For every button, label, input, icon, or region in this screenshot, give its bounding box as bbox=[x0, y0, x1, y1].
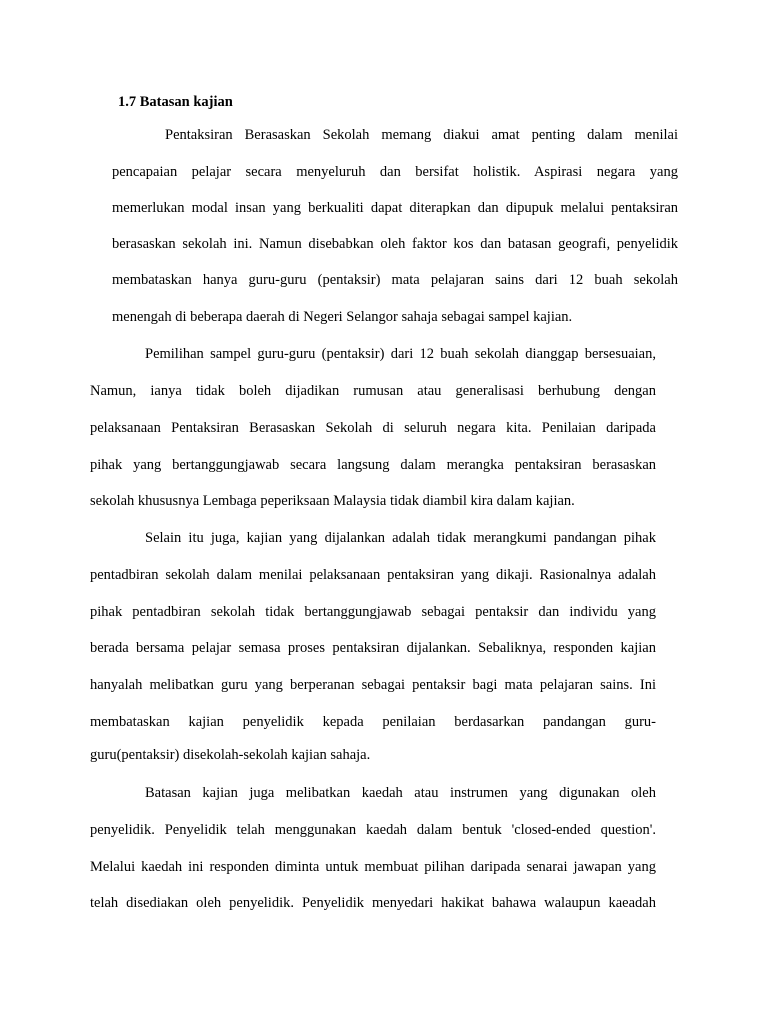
paragraph-1-line: membataskan hanya guru-guru (pentaksir) mata pelajaran sains dari 12 buah sekolah bbox=[112, 272, 678, 288]
paragraph-2-line: sekolah khususnya Lembaga peperiksaan Malaysia tidak diambil kira dalam kajian. bbox=[90, 493, 575, 509]
paragraph-1-line: menengah di beberapa daerah di Negeri Selangor sahaja sebagai sampel kajian. bbox=[112, 309, 573, 325]
paragraph-2-line: Pemilihan sampel guru-guru (pentaksir) dari 12 buah sekolah dianggap bersesuaian, bbox=[145, 346, 656, 362]
paragraph-4-line: penyelidik. Penyelidik telah menggunakan kaedah dalam bentuk 'closed-ended question'. bbox=[90, 822, 656, 838]
paragraph-1-line: Pentaksiran Berasaskan Sekolah memang diakui amat penting dalam menilai bbox=[165, 127, 678, 143]
paragraph-4-line: telah disediakan oleh penyelidik. Penyelidik menyedari hakikat bahawa walaupun kaeadah bbox=[90, 895, 656, 911]
paragraph-2-line: pelaksanaan Pentaksiran Berasaskan Sekolah di seluruh negara kita. Penilaian daripada bbox=[90, 420, 656, 436]
paragraph-4-line: Melalui kaedah ini responden diminta untuk membuat pilihan daripada senarai jawapan yang bbox=[90, 859, 656, 875]
paragraph-3-line: Selain itu juga, kajian yang dijalankan adalah tidak merangkumi pandangan pihak bbox=[145, 530, 656, 546]
paragraph-1-line: pencapaian pelajar secara menyeluruh dan bersifat holistik. Aspirasi negara yang bbox=[112, 164, 678, 180]
paragraph-1-line: berasaskan sekolah ini. Namun disebabkan oleh faktor kos dan batasan geografi, penyelidik bbox=[112, 236, 678, 252]
paragraph-2-line: pihak yang bertanggungjawab secara langsung dalam merangka pentaksiran berasaskan bbox=[90, 457, 656, 473]
paragraph-2-line: Namun, ianya tidak boleh dijadikan rumusan atau generalisasi berhubung dengan bbox=[90, 383, 656, 399]
paragraph-3-line: pentadbiran sekolah dalam menilai pelaksanaan pentaksiran yang dikaji. Rasionalnya adalah bbox=[90, 567, 656, 583]
paragraph-3-line: berada bersama pelajar semasa proses pentaksiran dijalankan. Sebaliknya, responden kajian bbox=[90, 640, 656, 656]
section-heading: 1.7 Batasan kajian bbox=[118, 94, 233, 110]
paragraph-1-line: memerlukan modal insan yang berkualiti dapat diterapkan dan dipupuk melalui pentaksiran bbox=[112, 200, 678, 216]
paragraph-3-line: membataskan kajian penyelidik kepada penilaian berdasarkan pandangan guru- bbox=[90, 714, 656, 730]
paragraph-4-line: Batasan kajian juga melibatkan kaedah atau instrumen yang digunakan oleh bbox=[145, 785, 656, 801]
paragraph-3-line: hanyalah melibatkan guru yang berperanan sebagai pentaksir bagi mata pelajaran sains. Ini bbox=[90, 677, 656, 693]
paragraph-3-line: pihak pentadbiran sekolah tidak bertanggungjawab sebagai pentaksir dan individu yang bbox=[90, 604, 656, 620]
paragraph-3-line: guru(pentaksir) disekolah-sekolah kajian sahaja. bbox=[90, 747, 371, 763]
